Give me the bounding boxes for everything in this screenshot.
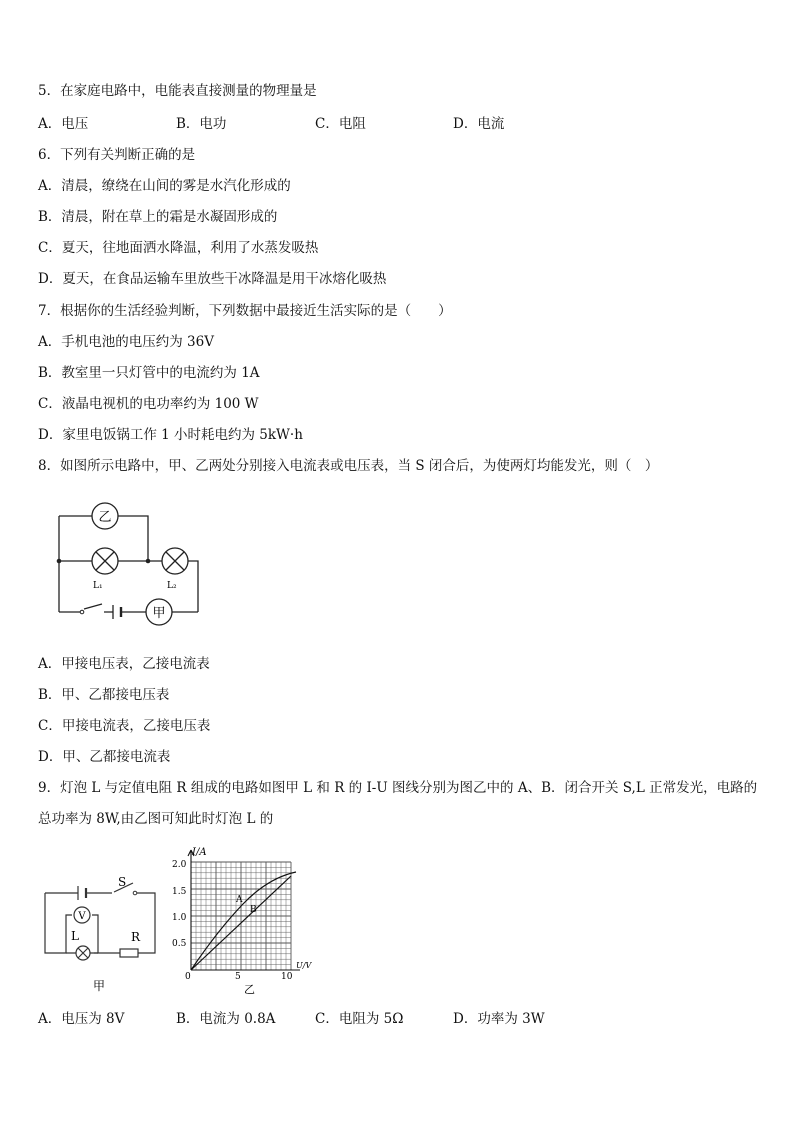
q7-option-a: A．手机电池的电压约为 36V [38,334,214,350]
q8-meter-bottom-label: 甲 [152,606,166,621]
q8-meter-top-label: 乙 [98,510,112,525]
q9-curve-b-label: B [250,905,257,915]
q9-figure-a-caption: 甲 [93,979,106,993]
q9-lamp-label: L [71,929,79,943]
q9-curve-a-label: A [236,895,243,905]
q9-x-axis-label: U/V [296,961,312,970]
q9-xtick-10: 10 [281,972,293,982]
q9-iu-graph [168,840,328,998]
q7-option-d: D．家里电饭锅工作 1 小时耗电约为 5kW·h [38,427,303,443]
q8-option-a: A．甲接电压表，乙接电流表 [38,656,210,672]
q6-option-b: B．清晨，附在草上的霜是水凝固形成的 [38,209,278,225]
q7-option-c: C．液晶电视机的电功率约为 100 W [38,396,259,412]
q9-option-b: B．电流为 0.8A [176,1011,276,1027]
q8-circuit-diagram [50,494,210,634]
q8-stem: 8．如图所示电路中，甲、乙两处分别接入电流表或电压表，当 S 闭合后，为使两灯均能发光，则（ ） [38,458,659,474]
q6-option-d: D．夏天，在食品运输车里放些干冰降温是用干冰熔化吸热 [38,271,387,287]
q7-stem: 7．根据你的生活经验判断，下列数据中最接近生活实际的是（ ） [38,303,452,319]
q9-circuit-diagram [38,868,166,996]
q9-ytick-2.0: 2.0 [172,860,187,870]
q9-voltmeter-label: V [78,911,86,922]
q9-y-axis-label: I/A [192,847,207,858]
q8-option-b: B．甲、乙都接电压表 [38,687,170,703]
q9-figure-b-caption: 乙 [244,983,255,996]
q8-lamp1-label: L₁ [93,581,103,591]
q9-xtick-5: 5 [235,972,241,982]
q8-option-d: D．甲、乙都接电流表 [38,749,171,765]
q9-switch-label: S [118,875,127,889]
q5-option-a: A．电压 [38,116,89,132]
q9-ytick-0.5: 0.5 [172,939,187,949]
q6-stem: 6．下列有关判断正确的是 [38,147,196,163]
q6-option-a: A．清晨，缭绕在山间的雾是水汽化形成的 [38,178,291,194]
q5-option-b: B．电功 [176,116,227,132]
q5-option-c: C．电阻 [315,116,366,132]
q9-option-c: C．电阻为 5Ω [315,1011,404,1027]
q5-stem: 5．在家庭电路中，电能表直接测量的物理量是 [38,83,317,99]
q8-lamp2-label: L₂ [167,581,177,591]
q9-stem-line2: 总功率为 8W,由乙图可知此时灯泡 L 的 [38,811,274,827]
q9-option-a: A．电压为 8V [38,1011,125,1027]
q7-option-b: B．教室里一只灯管中的电流约为 1A [38,365,260,381]
q9-ytick-1.0: 1.0 [172,913,187,923]
q9-option-d: D．功率为 3W [453,1011,545,1027]
q9-xtick-0: 0 [185,972,191,982]
q8-option-c: C．甲接电流表，乙接电压表 [38,718,211,734]
q6-option-c: C．夏天，往地面洒水降温，利用了水蒸发吸热 [38,240,319,256]
q9-ytick-1.5: 1.5 [172,887,187,897]
q9-stem-line1: 9．灯泡 L 与定值电阻 R 组成的电路如图甲 L 和 R 的 I-U 图线分别为图乙中的 A、B．闭合开关 S,L 正常发光，电路的 [38,780,758,796]
q5-option-d: D．电流 [453,116,505,132]
q9-resistor-label: R [131,930,141,944]
